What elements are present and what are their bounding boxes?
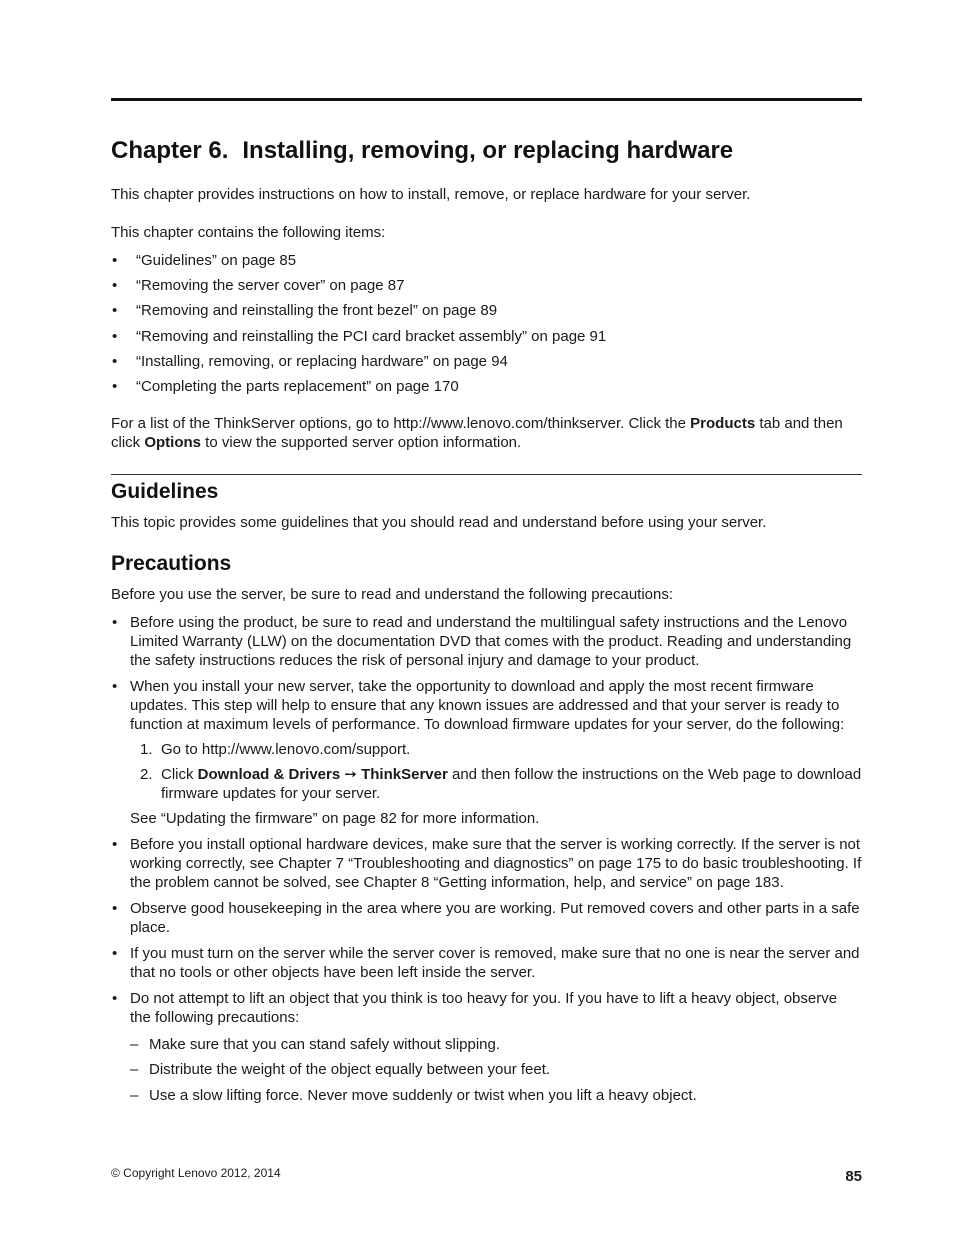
chapter-items-list — [111, 251, 862, 402]
guidelines-text: This topic provides some guidelines that you should read and understand before using your server. — [111, 514, 767, 531]
step-number: 2. — [140, 766, 153, 783]
precaution-text: Before using the product, be sure to read and understand the multilingual safety instructions and the Lenovo Limited Warranty (LLW) on the documentation DVD that comes with the product. Reading and understanding the safety instructions reduces the risk of personal injury and damage to your product. — [130, 614, 852, 669]
firmware-steps — [130, 740, 862, 803]
precaution-item — [111, 835, 862, 892]
step-item — [130, 765, 862, 803]
lifting-item: – Make sure that you can stand safely without slipping. — [130, 1035, 862, 1060]
precautions-intro: Before you use the server, be sure to read and understand the following precautions: — [111, 586, 674, 603]
list-item[interactable] — [111, 251, 862, 276]
step-text: and then follow the instructions on the Web page to download firmware updates for your server. — [161, 766, 862, 802]
step-text: Click — [161, 766, 198, 783]
list-item[interactable] — [111, 301, 862, 326]
guidelines-heading: Guidelines — [111, 480, 219, 503]
list-item-link[interactable]: “Removing and reinstalling the PCI card bracket assembly” on page 91 — [136, 327, 607, 345]
chapter-title-text: Installing, removing, or replacing hardware — [242, 137, 734, 164]
precaution-text: When you install your new server, take the opportunity to download and apply the most recent firmware updates. This step will help to ensure that any known issues are addressed and that your server is ready to function at maximum levels of performance. To download firmware updates for your server, do the following: — [130, 678, 845, 733]
list-item-link[interactable]: “Removing and reinstalling the front bezel” on page 89 — [136, 302, 498, 320]
list-item-link[interactable]: “Installing, removing, or replacing hardware” on page 94 — [136, 352, 508, 370]
list-item[interactable] — [111, 377, 862, 402]
step-text: Go to http://www.lenovo.com/support. — [161, 741, 411, 758]
arrow-icon: ➙ — [340, 766, 362, 783]
page-number: 85 — [845, 1168, 862, 1185]
download-drivers-label: Download & Drivers — [197, 766, 341, 783]
section-rule — [111, 474, 862, 475]
list-item-link[interactable]: “Completing the parts replacement” on page 170 — [136, 377, 459, 395]
precaution-item — [111, 677, 862, 828]
list-item[interactable] — [111, 327, 862, 352]
list-item-link[interactable]: “Removing the server cover” on page 87 — [136, 277, 405, 295]
options-text: For a list of the ThinkServer options, go to http://www.lenovo.com/thinkserver. Click the — [111, 415, 691, 432]
precaution-item — [111, 944, 862, 982]
precautions-heading: Precautions — [111, 552, 232, 575]
options-label: Options — [144, 434, 202, 451]
lifting-item: – Distribute the weight of the object equally between your feet. — [130, 1060, 862, 1085]
precaution-item — [111, 899, 862, 937]
precautions-list — [111, 613, 862, 1111]
products-tab-label: Products — [690, 415, 756, 432]
step-number: 1. — [140, 741, 153, 758]
precaution-text: If you must turn on the server while the server cover is removed, make sure that no one is near the server and that no tools or other objects have been left inside the server. — [130, 945, 860, 981]
lifting-item: – Use a slow lifting force. Never move suddenly or twist when you lift a heavy object. — [130, 1086, 862, 1111]
thinkserver-label: ThinkServer — [361, 766, 448, 783]
chapter-intro: This chapter provides instructions on how to install, remove, or replace hardware for your server. — [111, 186, 751, 203]
list-item-link[interactable]: “Guidelines” on page 85 — [136, 252, 297, 269]
list-item[interactable] — [111, 352, 862, 377]
precaution-item — [111, 989, 862, 1111]
chapter-number: Chapter 6. — [111, 137, 229, 164]
see-firmware-text: See “Updating the firmware” on page 82 for more information. — [130, 810, 540, 827]
precaution-item — [111, 613, 862, 670]
options-text: to view the supported server option information. — [201, 434, 522, 451]
options-paragraph — [111, 414, 862, 452]
options-text: tab and then click — [111, 415, 843, 451]
lifting-list — [130, 1035, 862, 1111]
precaution-text: Observe good housekeeping in the area where you are working. Put removed covers and other parts in a safe place. — [130, 900, 860, 936]
copyright: © Copyright Lenovo 2012, 2014 — [111, 1166, 281, 1180]
contains-label: This chapter contains the following items: — [111, 224, 386, 241]
precaution-text: Do not attempt to lift an object that you think is too heavy for you. If you have to lift a heavy object, observe the following precautions: — [130, 990, 838, 1026]
precaution-text: Before you install optional hardware devices, make sure that the server is working correctly. If the server is not working correctly, see Chapter 7 “Troubleshooting and diagnostics” on page 175 to do basic troubleshooting. If the problem cannot be solved, see Chapter 8 “Getting information, help, and service” on page 183. — [130, 836, 862, 891]
list-item[interactable] — [111, 276, 862, 301]
chapter-top-rule — [111, 98, 862, 101]
step-item — [130, 740, 862, 759]
chapter-title — [111, 136, 733, 166]
